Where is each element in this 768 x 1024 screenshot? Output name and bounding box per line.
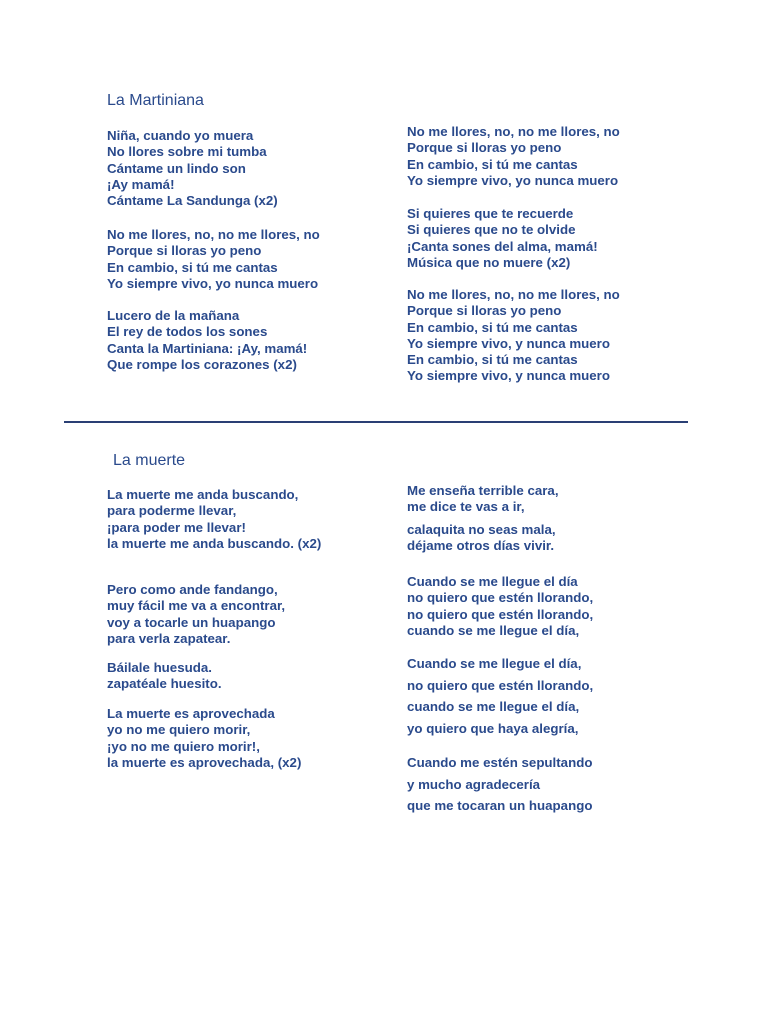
lyric-line: cuando se me llegue el día, bbox=[407, 699, 580, 714]
lyric-line: Yo siempre vivo, y nunca muero bbox=[407, 335, 610, 351]
lyric-line: Canta la Martiniana: ¡Ay, mamá! bbox=[107, 340, 308, 356]
lyrics-stanza bbox=[407, 752, 592, 817]
lyric-line: zapatéale huesito. bbox=[107, 676, 222, 692]
lyrics-stanza bbox=[107, 582, 285, 647]
lyric-line: la muerte es aprovechada, (x2) bbox=[107, 754, 302, 770]
lyric-line: ¡para poder me llevar! bbox=[107, 519, 246, 535]
lyric-line: Me enseña terrible cara, bbox=[407, 483, 559, 498]
lyric-line: La muerte es aprovechada bbox=[107, 706, 275, 721]
lyric-line: Si quieres que te recuerde bbox=[407, 206, 574, 221]
lyric-line: déjame otros días vivir. bbox=[407, 538, 555, 554]
lyric-line: Yo siempre vivo, yo nunca muero bbox=[107, 275, 319, 291]
lyric-line: El rey de todos los sones bbox=[107, 324, 268, 340]
lyrics-stanza bbox=[407, 124, 620, 189]
lyric-line: En cambio, si tú me cantas bbox=[407, 319, 578, 335]
lyrics-stanza bbox=[407, 653, 593, 739]
lyrics-stanza bbox=[107, 706, 301, 771]
lyrics-stanza bbox=[407, 574, 593, 639]
lyric-line: Báilale huesuda. bbox=[107, 660, 212, 675]
lyric-line: Lucero de la mañana bbox=[107, 308, 240, 323]
lyric-line: No llores sobre mi tumba bbox=[107, 144, 267, 160]
lyric-line: En cambio, si tú me cantas bbox=[407, 352, 578, 368]
lyric-line: Si quieres que no te olvide bbox=[407, 222, 576, 238]
lyric-line: ¡yo no me quiero morir!, bbox=[107, 738, 260, 754]
lyric-line: me dice te vas a ir, bbox=[407, 499, 525, 515]
lyric-line: que me tocaran un huapango bbox=[407, 798, 593, 813]
lyric-line: voy a tocarle un huapango bbox=[107, 614, 276, 630]
lyric-line: muy fácil me va a encontrar, bbox=[107, 598, 286, 614]
lyrics-stanza bbox=[107, 487, 321, 552]
lyric-line: la muerte me anda buscando. (x2) bbox=[107, 535, 322, 551]
lyric-line: Yo siempre vivo, yo nunca muero bbox=[407, 172, 619, 188]
lyric-line: Cuando se me llegue el día bbox=[407, 574, 578, 589]
lyric-line: Pero como ande fandango, bbox=[107, 582, 278, 597]
lyric-line: no quiero que estén llorando, bbox=[407, 677, 594, 693]
lyrics-stanza bbox=[407, 483, 559, 516]
lyric-line: Cuando se me llegue el día, bbox=[407, 656, 582, 671]
lyric-line: yo quiero que haya alegría, bbox=[407, 720, 579, 736]
lyric-line: calaquita no seas mala, bbox=[407, 522, 556, 537]
lyric-line: y mucho agradecería bbox=[407, 776, 541, 792]
lyric-line: En cambio, si tú me cantas bbox=[407, 156, 578, 172]
lyrics-stanza bbox=[407, 206, 598, 271]
lyric-line: No me llores, no, no me llores, no bbox=[407, 287, 620, 302]
lyric-line: para poderme llevar, bbox=[107, 503, 237, 519]
lyric-line: En cambio, si tú me cantas bbox=[107, 259, 278, 275]
lyric-line: Cántame La Sandunga (x2) bbox=[107, 193, 278, 209]
lyric-line: Porque si lloras yo peno bbox=[107, 243, 262, 259]
lyric-line: Porque si lloras yo peno bbox=[407, 303, 562, 319]
lyrics-stanza bbox=[107, 227, 320, 292]
lyric-line: No me llores, no, no me llores, no bbox=[107, 227, 320, 242]
lyric-line: Cuando me estén sepultando bbox=[407, 755, 593, 770]
lyric-line: ¡Ay mamá! bbox=[107, 176, 175, 192]
lyric-line: cuando se me llegue el día, bbox=[407, 622, 580, 638]
lyrics-stanza bbox=[407, 287, 620, 385]
lyric-line: yo no me quiero morir, bbox=[107, 722, 251, 738]
lyric-line: ¡Canta sones del alma, mamá! bbox=[407, 238, 598, 254]
lyric-line: Yo siempre vivo, y nunca muero bbox=[407, 368, 610, 384]
lyric-line: no quiero que estén llorando, bbox=[407, 606, 594, 622]
song-title-la-muerte: La muerte bbox=[113, 452, 186, 469]
lyric-line: no quiero que estén llorando, bbox=[407, 590, 594, 606]
lyric-line: Cántame un lindo son bbox=[107, 160, 246, 176]
lyrics-stanza bbox=[107, 660, 222, 693]
lyric-line: No me llores, no, no me llores, no bbox=[407, 124, 620, 139]
lyric-line: para verla zapatear. bbox=[107, 630, 231, 646]
lyric-line: Música que no muere (x2) bbox=[407, 254, 571, 270]
lyric-line: Porque si lloras yo peno bbox=[407, 140, 562, 156]
lyrics-stanza bbox=[107, 128, 278, 209]
lyric-line: Niña, cuando yo muera bbox=[107, 128, 254, 143]
song-title-la-martiniana: La Martiniana bbox=[107, 92, 204, 109]
section-divider bbox=[64, 421, 688, 423]
lyric-line: La muerte me anda buscando, bbox=[107, 487, 299, 502]
lyrics-stanza bbox=[107, 308, 307, 373]
lyric-line: Que rompe los corazones (x2) bbox=[107, 356, 297, 372]
lyrics-stanza bbox=[407, 522, 556, 555]
